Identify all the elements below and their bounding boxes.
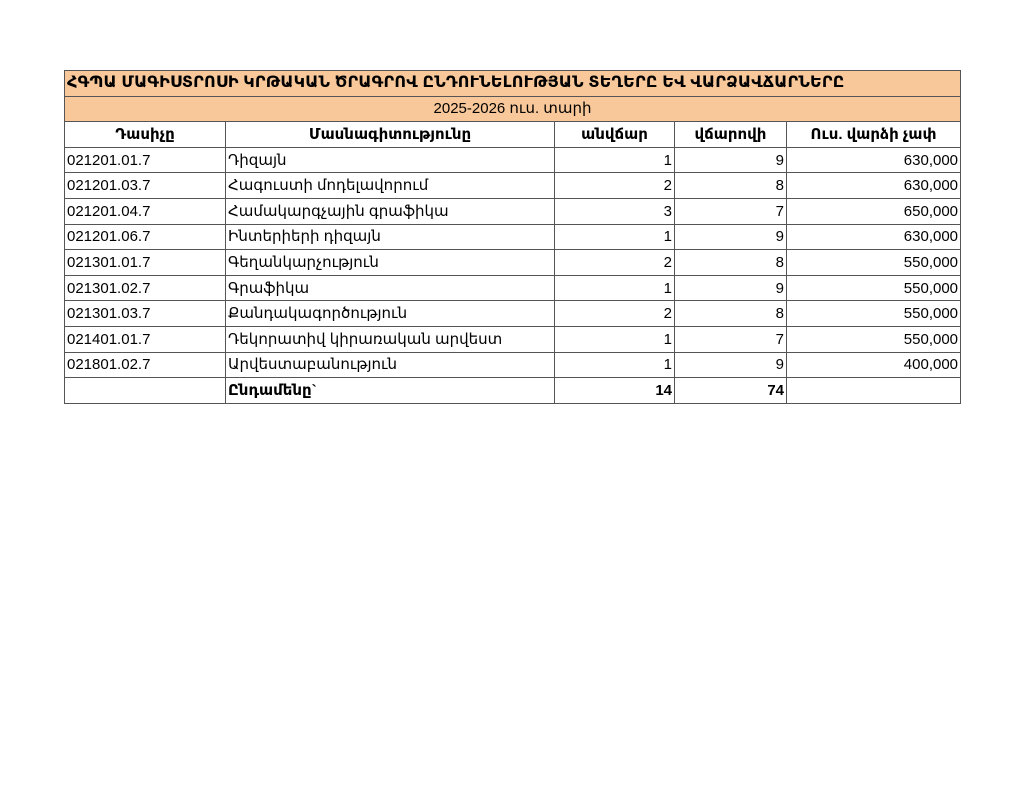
cell-paid: 9: [675, 352, 787, 378]
cell-code: 021301.03.7: [65, 301, 226, 327]
cell-fee: 630,000: [787, 224, 961, 250]
header-paid: վճարովի: [675, 122, 787, 148]
header-row: [65, 122, 961, 148]
cell-free: 3: [555, 198, 675, 224]
cell-fee: 630,000: [787, 147, 961, 173]
table-row: [65, 275, 961, 301]
cell-fee: 400,000: [787, 352, 961, 378]
cell-fee: 550,000: [787, 250, 961, 276]
cell-specialty: Ինտերիերի դիզայն: [226, 224, 555, 250]
cell-free: 1: [555, 275, 675, 301]
cell-code: 021201.06.7: [65, 224, 226, 250]
cell-free: 1: [555, 352, 675, 378]
cell-specialty: Դիզայն: [226, 147, 555, 173]
total-free: 14: [555, 378, 675, 404]
cell-free: 2: [555, 250, 675, 276]
cell-code: 021801.02.7: [65, 352, 226, 378]
cell-code: 021401.01.7: [65, 326, 226, 352]
cell-paid: 9: [675, 275, 787, 301]
cell-code: 021301.02.7: [65, 275, 226, 301]
cell-paid: 8: [675, 301, 787, 327]
table-row: [65, 301, 961, 327]
table-row: [65, 352, 961, 378]
cell-paid: 8: [675, 173, 787, 199]
total-empty-code: [65, 378, 226, 404]
total-paid: 74: [675, 378, 787, 404]
academic-year: 2025-2026 ուս. տարի: [65, 96, 961, 122]
cell-specialty: Դեկորատիվ կիրառական արվեստ: [226, 326, 555, 352]
cell-paid: 9: [675, 224, 787, 250]
cell-fee: 650,000: [787, 198, 961, 224]
cell-free: 2: [555, 173, 675, 199]
total-label: Ընդամենը`: [226, 378, 555, 404]
total-empty-fee: [787, 378, 961, 404]
cell-free: 1: [555, 326, 675, 352]
table-row: [65, 224, 961, 250]
cell-specialty: Քանդակագործություն: [226, 301, 555, 327]
cell-free: 1: [555, 147, 675, 173]
title-row: [65, 71, 961, 97]
table-row: [65, 173, 961, 199]
cell-code: 021201.01.7: [65, 147, 226, 173]
total-row: [65, 378, 961, 404]
cell-code: 021201.04.7: [65, 198, 226, 224]
header-free: անվճար: [555, 122, 675, 148]
cell-specialty: Համակարգչային գրաֆիկա: [226, 198, 555, 224]
cell-fee: 550,000: [787, 326, 961, 352]
cell-free: 1: [555, 224, 675, 250]
year-row: [65, 96, 961, 122]
cell-fee: 550,000: [787, 301, 961, 327]
cell-specialty: Հագուստի մոդելավորում: [226, 173, 555, 199]
table-row: [65, 250, 961, 276]
cell-specialty: Գեղանկարչություն: [226, 250, 555, 276]
cell-paid: 8: [675, 250, 787, 276]
table-row: [65, 198, 961, 224]
table-title: ՀԳՊԱ ՄԱԳԻՍՏՐՈՍԻ ԿՐԹԱԿԱՆ ԾՐԱԳՐՈՎ ԸՆԴՈՒՆԵԼՈՒԹՅԱՆ ՏԵՂԵՐԸ ԵՎ ՎԱՐՁԱՎՃԱՐՆԵՐԸ: [65, 71, 961, 97]
cell-code: 021301.01.7: [65, 250, 226, 276]
header-fee: Ուս. վարձի չափ: [787, 122, 961, 148]
cell-paid: 7: [675, 326, 787, 352]
cell-specialty: Արվեստաբանություն: [226, 352, 555, 378]
cell-paid: 9: [675, 147, 787, 173]
cell-fee: 630,000: [787, 173, 961, 199]
table-row: [65, 326, 961, 352]
admission-table: [64, 70, 961, 404]
cell-free: 2: [555, 301, 675, 327]
cell-fee: 550,000: [787, 275, 961, 301]
header-specialty: Մասնագիտությունը: [226, 122, 555, 148]
cell-specialty: Գրաֆիկա: [226, 275, 555, 301]
table-row: [65, 147, 961, 173]
cell-code: 021201.03.7: [65, 173, 226, 199]
cell-paid: 7: [675, 198, 787, 224]
header-code: Դասիչը: [65, 122, 226, 148]
